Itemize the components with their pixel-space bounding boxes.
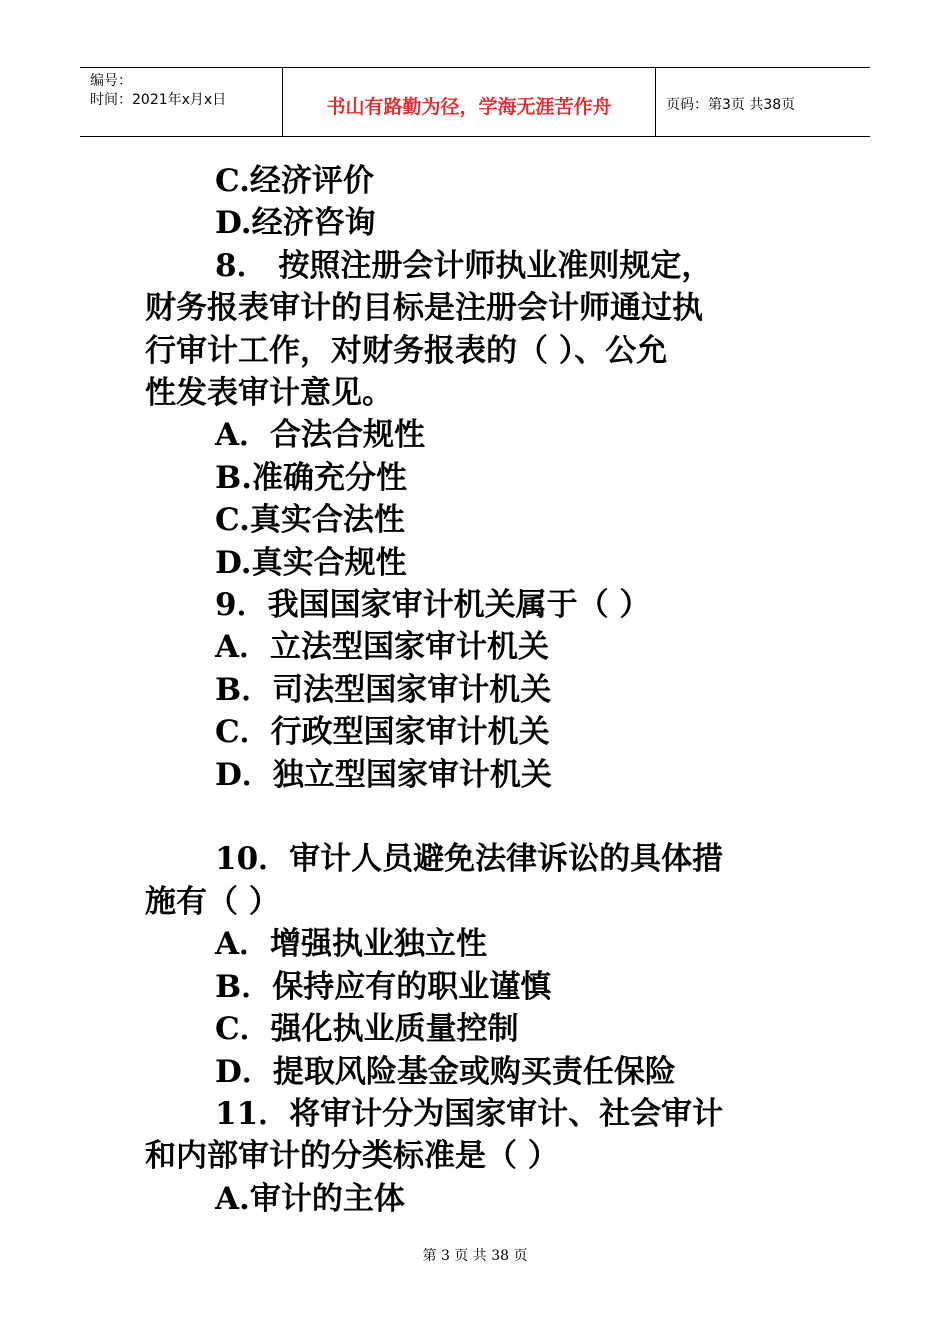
option-line: B．司法型国家审计机关 (215, 671, 552, 708)
option-line: D.经济咨询 (215, 205, 376, 242)
question-line: 和内部审计的分类标准是（ ） (145, 1138, 559, 1175)
document-time-label: 时间：2021年x月x日 (90, 92, 227, 108)
blank-line (145, 796, 810, 838)
question-line: 8． 按照注册会计师执业准则规定， (215, 247, 713, 284)
option-line: D．提取风险基金或购买责任保险 (215, 1053, 676, 1090)
option-line: C.经济评价 (215, 163, 374, 199)
header-page-cell (656, 68, 870, 136)
option-line: C.真实合法性 (215, 502, 405, 539)
option-line: C．行政型国家审计机关 (215, 714, 550, 751)
header-motto-cell (282, 68, 656, 136)
option-line: B．保持应有的职业谨慎 (215, 968, 552, 1005)
header-page-number: 页码：第3页 共38页 (666, 97, 796, 113)
option-line: A．立法型国家审计机关 (215, 629, 550, 666)
option-line: D．独立型国家审计机关 (215, 756, 552, 793)
document-body (145, 160, 810, 1220)
question-line: 性发表审计意见。 (145, 375, 393, 412)
question-line: 施有（ ） (145, 883, 280, 920)
option-line: C．强化执业质量控制 (215, 1011, 519, 1048)
question-line: 行审计工作，对财务报表的（ ）、公允 (145, 332, 668, 369)
question-line: 11．将审计分为国家审计、社会审计 (215, 1095, 724, 1132)
header-left-cell (80, 68, 282, 136)
option-line: A．合法合规性 (215, 417, 426, 454)
option-line: A．增强执业独立性 (215, 926, 488, 963)
question-line: 10．审计人员避免法律诉讼的具体措 (215, 841, 724, 878)
document-number-label: 编号： (90, 73, 132, 89)
question-line: 9．我国国家审计机关属于（ ） (215, 587, 651, 624)
option-line: D.真实合规性 (215, 544, 407, 581)
question-line: 财务报表审计的目标是注册会计师通过执 (145, 290, 703, 327)
option-line: B.准确充分性 (215, 459, 407, 496)
header-motto: 书山有路勤为径，学海无涯苦作舟 (326, 96, 612, 118)
option-line: A.审计的主体 (215, 1180, 405, 1217)
page-header (80, 67, 870, 137)
page-footer: 第 3 页 共 38 页 (422, 1248, 528, 1264)
